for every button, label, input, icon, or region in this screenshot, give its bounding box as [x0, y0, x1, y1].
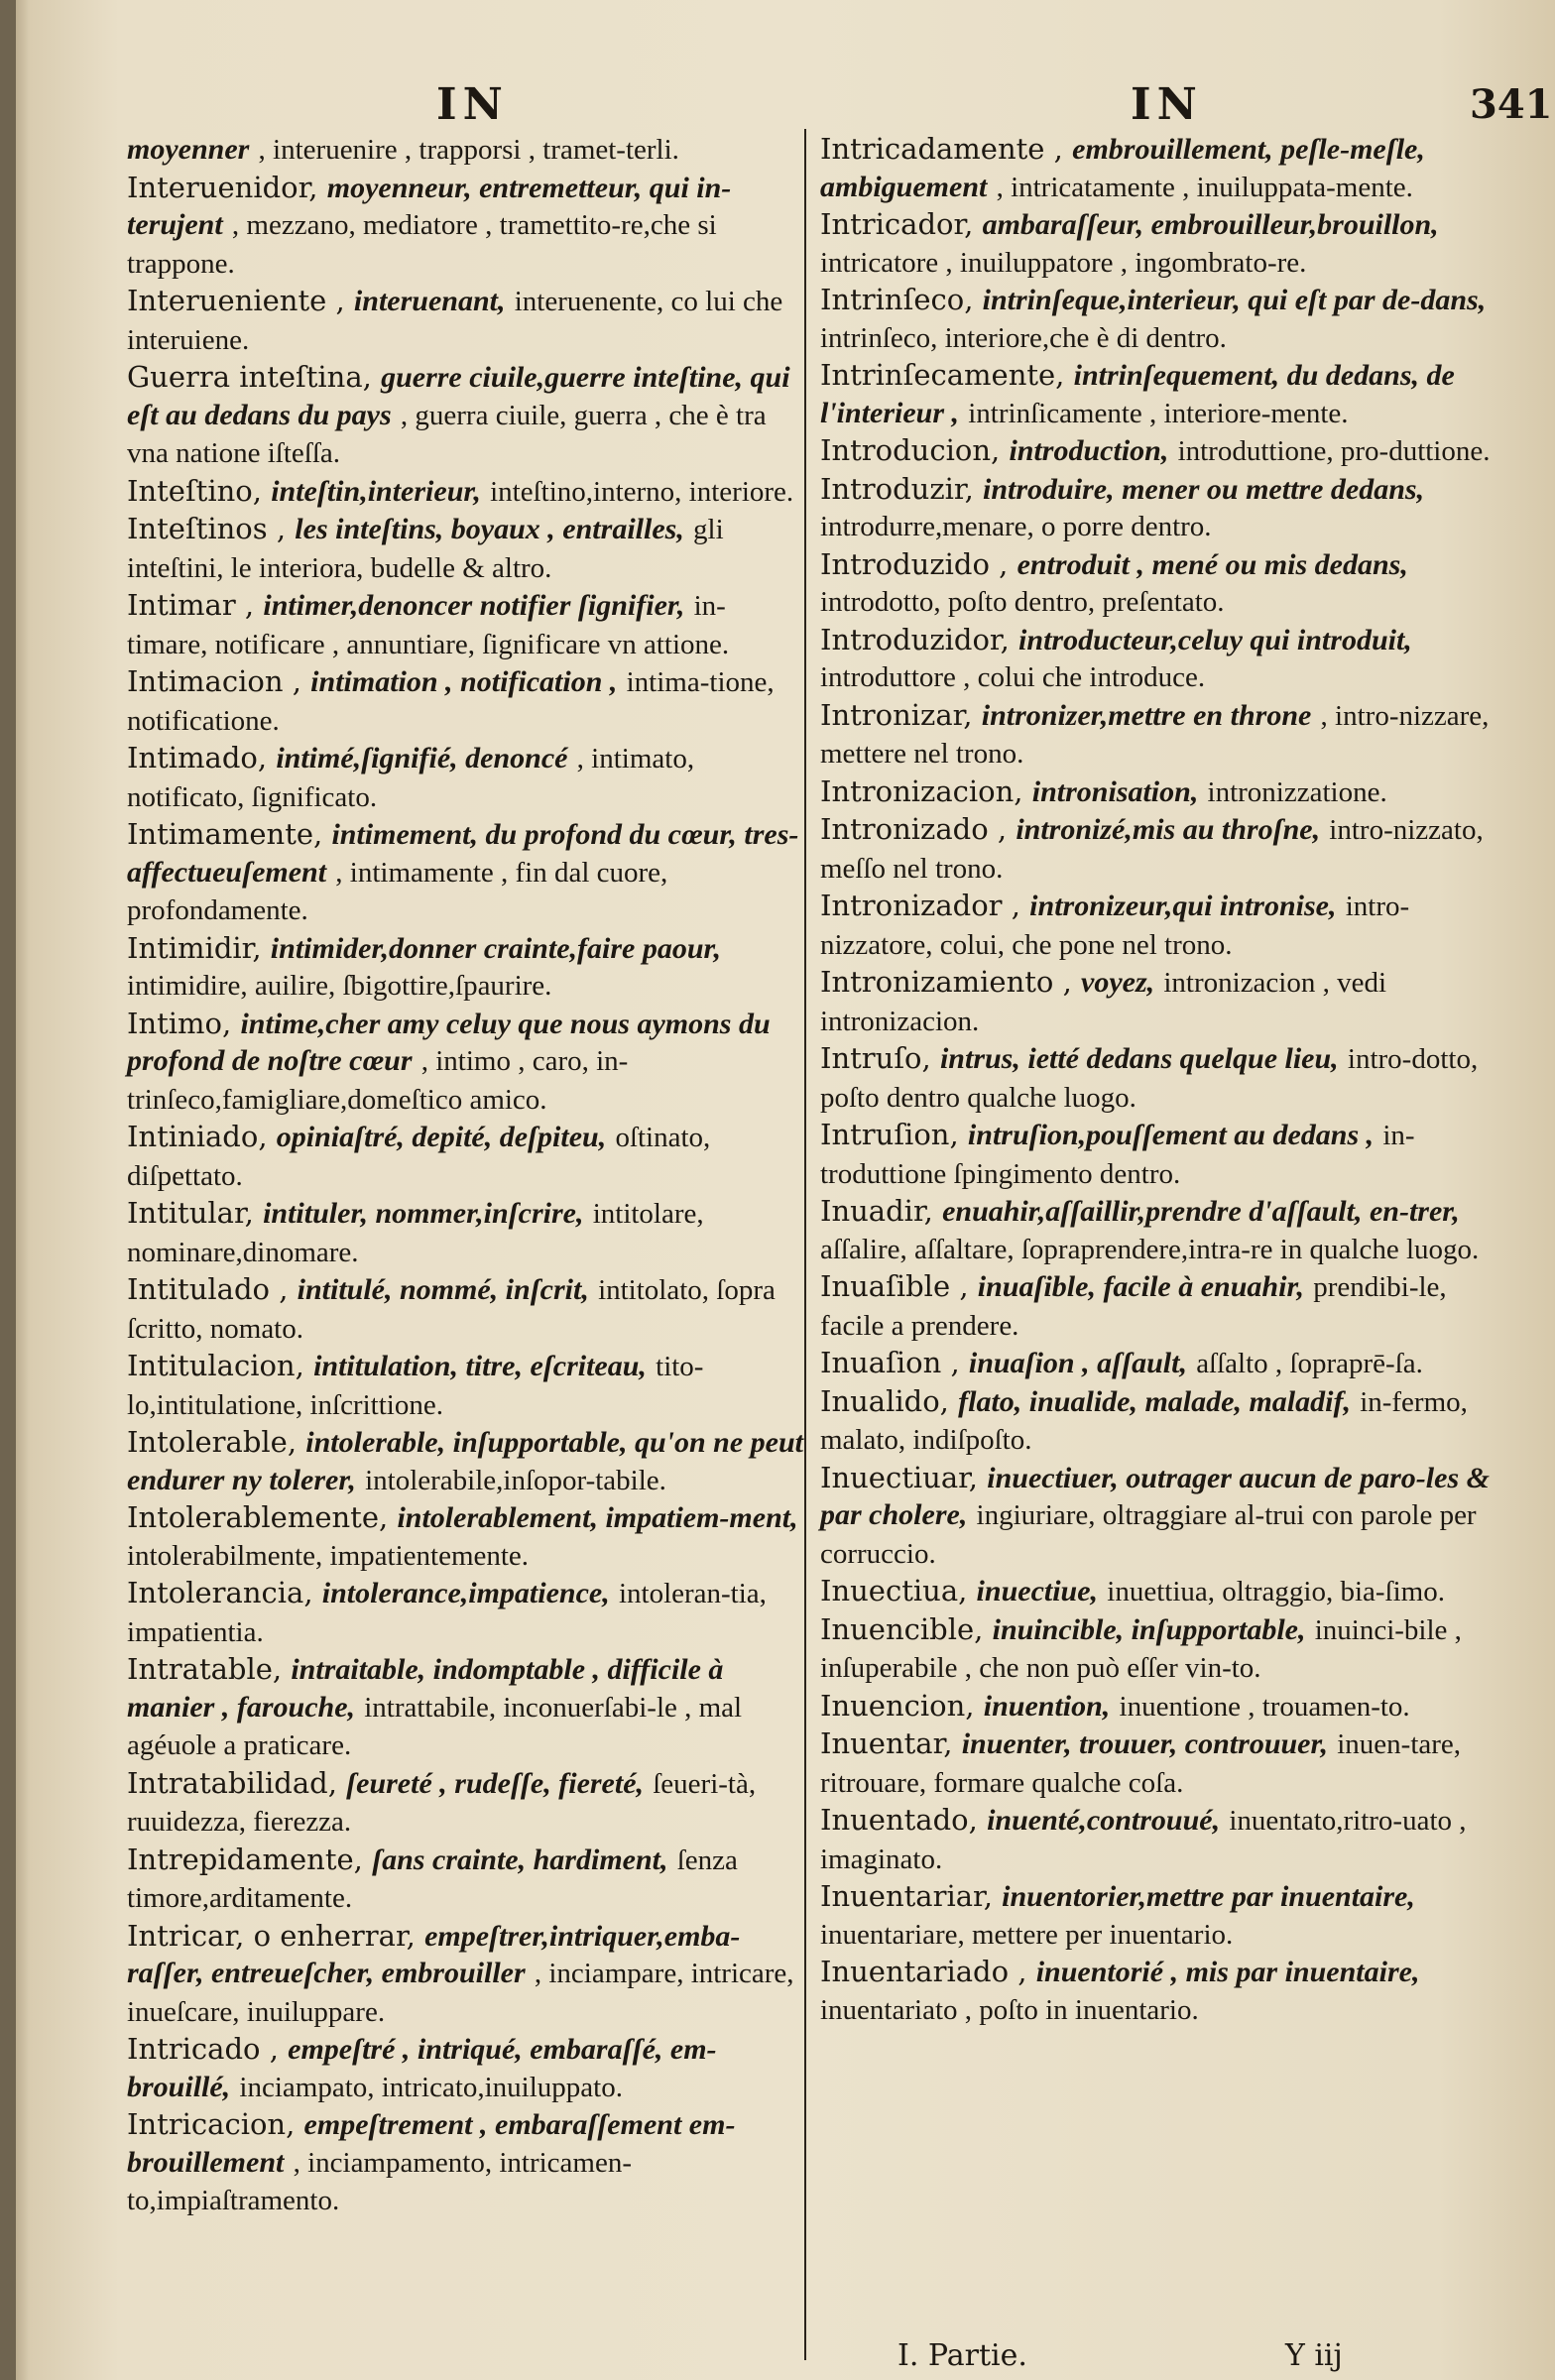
entry-headword: Introducion, — [820, 433, 1001, 467]
dictionary-entry — [820, 1193, 1499, 1268]
entry-french: empeſtré , intriqué, embaraſſé, em-brouillé, — [127, 2033, 717, 2103]
entry-french: inuenter, trouuer, controuuer, — [961, 1727, 1329, 1760]
entry-headword: Intimacion , — [127, 664, 301, 698]
signature-mark: Y iij — [1285, 2338, 1343, 2373]
dictionary-entry — [127, 1842, 806, 1918]
entry-italian: oſtinato, diſpettato. — [127, 1122, 711, 1192]
entry-headword: Intronizamiento , — [820, 965, 1072, 999]
entry-french: enuahir,aſſaillir,prendre d'aſſault, en-trer, — [942, 1195, 1460, 1228]
entry-headword: Intimo, — [127, 1006, 232, 1040]
entry-headword: Inuentariado , — [820, 1955, 1027, 1988]
entry-french: ambaraſſeur, embrouilleur,brouillon, — [982, 208, 1439, 241]
dictionary-entry — [127, 1499, 806, 1575]
entry-french: empeſtrement , embaraſſement em-brouillement — [127, 2108, 736, 2179]
entry-french: intronizer,mettre en throne — [981, 698, 1312, 732]
entry-french: intimer,denoncer notifier ſignifier, — [263, 589, 685, 622]
entry-headword: Inuectiua, — [820, 1574, 968, 1607]
entry-headword: Interuenidor, — [127, 170, 318, 204]
entry-italian: , mezzano, mediatore , tramettito-re,che si trappone. — [127, 209, 717, 280]
entry-french: voyez, — [1081, 966, 1155, 999]
entry-italian: intolerabilmente, impatientemente. — [127, 1539, 530, 1572]
dictionary-entry — [820, 1460, 1499, 1574]
dictionary-entry — [820, 622, 1499, 697]
entry-french: intitulation, titre, eſcriteau, — [313, 1350, 647, 1382]
binding-margin — [0, 0, 16, 2380]
entry-headword: Intratable, — [127, 1652, 283, 1686]
entry-headword: Intronizado , — [820, 812, 1008, 846]
part-label: I. Partie. — [897, 2338, 1027, 2373]
entry-italian: inuentione , trouamen-to. — [1119, 1690, 1410, 1723]
entry-french: ſans crainte, hardiment, — [372, 1843, 668, 1876]
dictionary-entry — [127, 359, 806, 473]
entry-french: intolerance,impatience, — [321, 1577, 610, 1609]
dictionary-entry — [127, 170, 806, 284]
dictionary-entry — [820, 471, 1499, 546]
entry-italian: introduttore , colui che introduce. — [820, 661, 1206, 693]
page-number: 341 — [1470, 81, 1553, 128]
entry-italian: inuentariare, mettere per inuentario. — [820, 1918, 1234, 1951]
entry-french: les inteſtins, boyaux , entrailles, — [295, 513, 684, 545]
entry-french: intronisation, — [1031, 774, 1199, 808]
entry-headword: Inteſtino, — [127, 473, 262, 508]
entry-italian: intro-dotto, poſto dentro qualche luogo. — [820, 1043, 1479, 1114]
entry-italian: intricatore , inuiluppatore , ingombrato-re. — [820, 246, 1307, 279]
dictionary-entry — [127, 473, 806, 512]
dictionary-entry — [127, 283, 806, 359]
dictionary-entry — [820, 1726, 1499, 1802]
entry-headword: Inuencible, — [820, 1611, 984, 1646]
entry-headword: Inuaſible , — [820, 1269, 969, 1303]
entry-headword: Inuentado, — [820, 1803, 978, 1837]
dictionary-entry — [820, 697, 1499, 774]
dictionary-entry — [127, 1195, 806, 1271]
dictionary-entry — [820, 282, 1499, 357]
dictionary-entry — [127, 663, 806, 740]
dictionary-entry — [820, 131, 1499, 206]
entry-italian: tito-lo,intitulatione, inſcrittione. — [127, 1351, 704, 1421]
entry-italian: introdurre,menare, o porre dentro. — [820, 511, 1212, 542]
entry-italian: inuen-tare, ritrouare, formare qualche coſa. — [820, 1728, 1462, 1799]
entry-italian: intitolare, nominare,dinomare. — [127, 1198, 704, 1268]
entry-headword: Guerra inteſtina, — [127, 360, 372, 394]
dictionary-entry — [820, 774, 1499, 812]
entry-italian: inuettiua, oltraggio, bia-ſimo. — [1107, 1576, 1445, 1607]
entry-french: intrinſeque,interieur, qui eſt par de-dans, — [982, 284, 1487, 316]
entry-italian: interuenente, co lui che interuiene. — [127, 286, 783, 356]
entry-french: interuenant, — [353, 285, 506, 317]
entry-french: introduire, mener ou mettre dedans, — [983, 472, 1425, 506]
entry-french: intrinſequement, du dedans, de l'interieur , — [820, 359, 1455, 429]
entry-headword: Interueniente , — [127, 284, 345, 317]
entry-italian: intolerabile,inſopor-tabile. — [365, 1464, 666, 1496]
entry-headword: Intronizacion, — [820, 774, 1023, 808]
entry-headword: Intrinſeco, — [820, 283, 974, 316]
dictionary-entry — [127, 930, 806, 1006]
entry-french: inuenté,controuué, — [987, 1804, 1221, 1837]
entry-headword: Intolerancia, — [127, 1576, 313, 1609]
dictionary-entry — [820, 888, 1499, 964]
entry-french: inuincible, inſupportable, — [992, 1612, 1306, 1646]
dictionary-entry — [127, 587, 806, 663]
entry-italian: prendibi-le, facile a prendere. — [820, 1271, 1447, 1342]
entry-french: intraitable, indomptable , difficile à manier , farouche, — [127, 1653, 724, 1724]
entry-french: intimement, du profond du cœur, tres-affectueuſement — [127, 818, 799, 889]
entry-italian: intima-tione, notificatione. — [127, 666, 775, 737]
entry-italian: , inciampamento, intricamen-to,impiaſtramento. — [127, 2146, 633, 2216]
entry-italian: in-timare, notificare , annuntiare, ſignificare vn attione. — [127, 590, 730, 660]
dictionary-entry — [820, 1688, 1499, 1726]
entry-french: inuectiuer, outrager aucun de paro-les & par cholere, — [820, 1461, 1490, 1531]
left-column-header: IN — [436, 79, 509, 130]
entry-french: intolerable, inſupportable, qu'on ne peut endurer ny tolerer, — [127, 1426, 804, 1496]
dictionary-entry — [820, 1611, 1499, 1688]
entry-headword: Introduzidor, — [820, 622, 1010, 656]
entry-italian: ingiuriare, oltraggiare al-trui con parole per corruccio. — [820, 1499, 1477, 1570]
entry-headword: Intricar, o enherrar, — [127, 1918, 416, 1953]
entry-italian: , inciampare, intricare, inueſcare, inuiluppare. — [127, 1958, 794, 2028]
entry-headword: Intimado, — [127, 741, 268, 774]
entry-french: intimé,ſignifié, denoncé — [276, 742, 568, 774]
entry-french: moyenneur, entremetteur, qui in-terujent — [127, 171, 732, 241]
entry-headword: Intitulacion, — [127, 1349, 304, 1382]
entry-headword: Intiniado, — [127, 1120, 268, 1153]
entry-french: intime,cher amy celuy que nous aymons du profond de noſtre cœur — [127, 1007, 771, 1077]
entry-italian: inciampato, intricato,inuiluppato. — [239, 2071, 623, 2103]
dictionary-entry — [820, 1954, 1499, 2029]
entry-italian: , intro-nizzare, mettere nel trono. — [820, 699, 1490, 770]
dictionary-entry — [127, 511, 806, 587]
dictionary-entry — [127, 816, 806, 930]
entry-italian: intrattabile, inconuerſabi-le , mal agéuole a praticare. — [127, 1691, 743, 1761]
entry-french: empeſtrer,intriquer,emba-raſſer, entreueſcher, embrouiller — [127, 1919, 741, 1989]
entry-french: flato, inualide, malade, maladif, — [958, 1384, 1351, 1418]
entry-italian: intimidire, auilire, ſbigottire,ſpaurire. — [127, 970, 552, 1002]
dictionary-entry — [127, 2106, 806, 2220]
dictionary-entry — [127, 2031, 806, 2106]
entry-italian: gli inteſtini, le interiora, budelle & altro. — [127, 514, 724, 584]
entry-italian: inuinci-bile , inſuperabile , che non può eſſer vin-to. — [820, 1613, 1462, 1684]
entry-italian: intoleran-tia, impatientia. — [127, 1578, 767, 1648]
entry-headword: Intronizar, — [820, 697, 973, 732]
entry-french: intitulé, nommé, inſcrit, — [297, 1273, 589, 1306]
left-column — [127, 131, 806, 2220]
dictionary-entry — [127, 131, 806, 170]
dictionary-entry — [127, 1348, 806, 1424]
entry-italian: ſenza timore,arditamente. — [127, 1844, 738, 1914]
entry-french: embrouillement, peſle-meſle, ambiguement — [820, 133, 1425, 203]
entry-headword: Intimidir, — [127, 930, 262, 965]
dictionary-entry — [127, 1918, 806, 2032]
dictionary-entry — [127, 1119, 806, 1195]
dictionary-entry — [820, 811, 1499, 888]
entry-headword: Intitular, — [127, 1196, 254, 1230]
entry-french: inuentorié , mis par inuentaire, — [1035, 1956, 1420, 1988]
dictionary-entry — [127, 1271, 806, 1348]
entry-french: opiniaſtré, depité, deſpiteu, — [276, 1121, 607, 1153]
entry-headword: Intricado , — [127, 2032, 279, 2066]
entry-italian: aſſalire, aſſaltare, ſopraprendere,intra-re in qualche luogo. — [820, 1233, 1480, 1265]
dictionary-entry — [820, 1268, 1499, 1345]
entry-headword: Intolerable, — [127, 1425, 298, 1459]
entry-french: intimation , notification , — [310, 665, 618, 698]
dictionary-entry — [820, 964, 1499, 1040]
entry-italian: ſeueri-tà, ruuidezza, fierezza. — [127, 1767, 757, 1838]
entry-italian: introdotto, poſto dentro, preſentato. — [820, 586, 1225, 618]
entry-french: inuaſion , aſſault, — [968, 1347, 1187, 1379]
entry-french: introduction, — [1009, 434, 1169, 467]
entry-headword: Inuentar, — [820, 1726, 953, 1760]
entry-italian: , intimo , caro, in-trinſeco,famigliare,domeſtico amico. — [127, 1045, 629, 1116]
right-column-header: IN — [1131, 79, 1203, 130]
entry-headword: Introduzir, — [820, 471, 974, 506]
dictionary-entry — [127, 740, 806, 816]
dictionary-entry — [820, 1802, 1499, 1878]
entry-italian: inuentariato , poſto in inuentario. — [820, 1993, 1199, 2026]
entry-french: entroduit , mené ou mis dedans, — [1017, 547, 1408, 581]
entry-italian: intronizacion , vedi intronizacion. — [820, 967, 1387, 1037]
dictionary-entry — [820, 1573, 1499, 1611]
entry-italian: aſſalto , ſopraprē-ſa. — [1196, 1348, 1423, 1379]
entry-french: moyenner — [127, 133, 250, 166]
entry-headword: Inualido, — [820, 1383, 949, 1418]
entry-italian: inteſtino,interno, interiore. — [490, 475, 794, 508]
entry-headword: Intricadamente , — [820, 132, 1063, 166]
dictionary-entry — [820, 357, 1499, 432]
entry-italian: , intricatamente , inuiluppata-mente. — [996, 171, 1413, 203]
entry-headword: Intimamente, — [127, 817, 323, 851]
entry-french: ſeureté , rudeſſe, fiereté, — [346, 1766, 645, 1800]
entry-french: inuentorier,mettre par inuentaire, — [1002, 1880, 1415, 1913]
entry-italian: introduttione, pro-duttione. — [1177, 435, 1491, 467]
entry-headword: Intolerablemente, — [127, 1500, 389, 1534]
dictionary-entry — [820, 1117, 1499, 1193]
entry-italian: intrinſicamente , interiore-mente. — [968, 397, 1349, 429]
entry-headword: Inuencion, — [820, 1688, 975, 1723]
entry-headword: Intrinſecamente, — [820, 358, 1065, 392]
dictionary-entry — [820, 206, 1499, 282]
entry-italian: in-troduttione ſpingimento dentro. — [820, 1120, 1415, 1190]
entry-french: intimider,donner crainte,faire paour, — [270, 931, 722, 965]
entry-headword: Intrepidamente, — [127, 1842, 363, 1876]
dictionary-entry — [820, 1878, 1499, 1954]
entry-headword: Intitulado , — [127, 1272, 289, 1306]
entry-headword: Intimar , — [127, 588, 255, 622]
dictionary-entry — [127, 1424, 806, 1499]
entry-italian: intronizzatione. — [1207, 775, 1387, 808]
entry-french: intronizeur,qui intronise, — [1029, 890, 1337, 922]
entry-italian: , intimamente , fin dal cuore, profondamente. — [127, 856, 668, 926]
dictionary-entry — [820, 546, 1499, 622]
entry-headword: Inuentariar, — [820, 1879, 993, 1913]
dictionary-entry — [820, 432, 1499, 471]
entry-french: inuention, — [983, 1689, 1111, 1723]
dictionary-entry — [127, 1006, 806, 1120]
entry-headword: Introduzido , — [820, 546, 1009, 581]
entry-french: inteſtin,interieur, — [271, 474, 481, 508]
entry-french: introducteur,celuy qui introduit, — [1018, 623, 1412, 656]
entry-headword: Intricacion, — [127, 2107, 296, 2141]
entry-italian: intrinſeco, interiore,che è di dentro. — [820, 321, 1227, 354]
entry-french: guerre ciuile,guerre inteſtine, qui eſt au dedans du pays — [127, 361, 790, 431]
dictionary-entry — [127, 1651, 806, 1765]
entry-italian: intitolato, ſopra ſcritto, nomato. — [127, 1274, 776, 1345]
entry-french: intituler, nommer,inſcrire, — [263, 1197, 584, 1230]
right-column — [820, 131, 1499, 2029]
entry-italian: , guerra ciuile, guerra , che è tra vna natione iſteſſa. — [127, 399, 767, 469]
entry-french: intronizé,mis au throſne, — [1016, 813, 1321, 846]
entry-french: intruſion,pouſſement au dedans , — [967, 1119, 1375, 1151]
entry-headword: Intruſion, — [820, 1118, 959, 1151]
entry-french: inuectiue, — [976, 1575, 1099, 1607]
entry-headword: Inuectiuar, — [820, 1460, 979, 1494]
entry-italian: intro-nizzato, meſſo nel trono. — [820, 814, 1484, 885]
entry-french: intolerablement, impatiem-ment, — [397, 1501, 798, 1534]
entry-italian: , interuenire , trapporsi , tramet-terli. — [258, 134, 679, 166]
entry-italian: inuentato,ritro-uato , imaginato. — [820, 1805, 1467, 1875]
dictionary-entry — [820, 1345, 1499, 1383]
entry-headword: Intratabilidad, — [127, 1765, 337, 1800]
column-divider — [804, 129, 806, 2360]
dictionary-entry — [127, 1765, 806, 1842]
entry-headword: Intruſo, — [820, 1041, 931, 1075]
entry-headword: Intronizador , — [820, 889, 1020, 922]
entry-italian: , intimato, notificato, ſignificato. — [127, 743, 695, 813]
entry-italian: intro-nizzatore, colui, che pone nel trono. — [820, 891, 1410, 961]
entry-french: intrus, ietté dedans quelque lieu, — [939, 1042, 1339, 1075]
entry-headword: Inuadir, — [820, 1194, 933, 1228]
dictionary-entry — [127, 1575, 806, 1651]
entry-italian: in-fermo, malato, indiſpoſto. — [820, 1385, 1468, 1456]
entry-headword: Inteſtinos , — [127, 512, 287, 545]
dictionary-entry — [820, 1040, 1499, 1117]
dictionary-entry — [820, 1383, 1499, 1460]
entry-headword: Intricador, — [820, 207, 974, 241]
entry-french: inuaſible, facile à enuahir, — [977, 1270, 1304, 1303]
entry-headword: Inuaſion , — [820, 1346, 960, 1379]
